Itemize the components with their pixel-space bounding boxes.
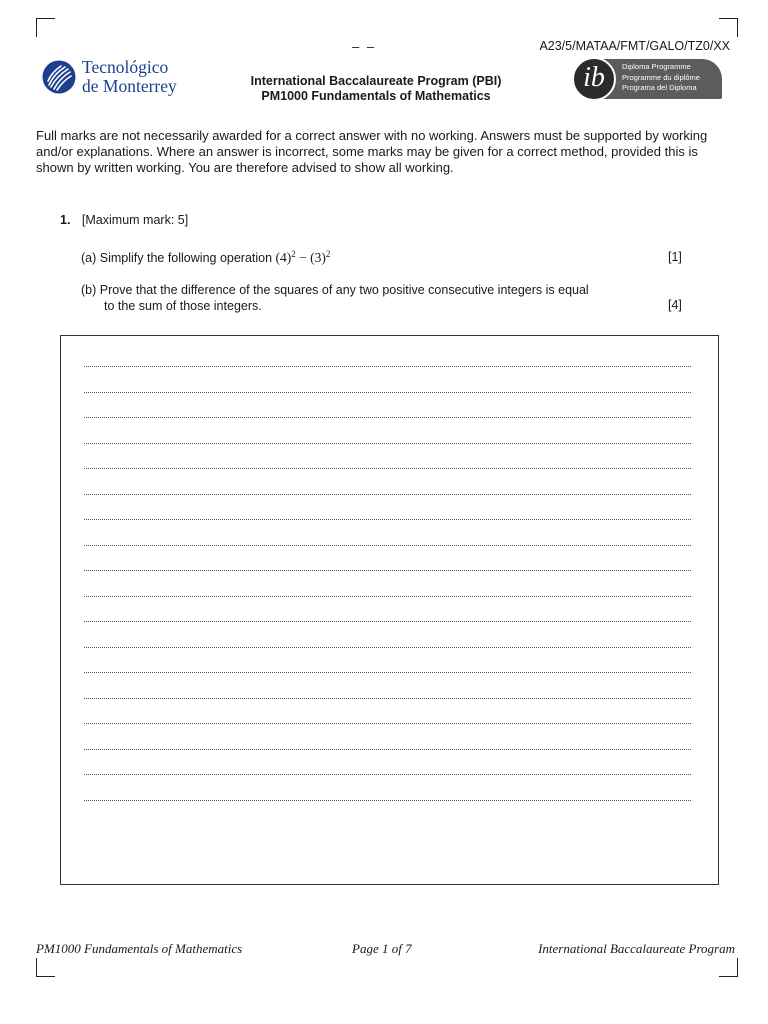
tec-emblem-icon — [42, 60, 76, 94]
crop-mark-bottom-right — [719, 958, 738, 977]
answer-line — [84, 519, 691, 520]
program-title — [200, 74, 552, 104]
footer-page-prefix: Page — [352, 941, 382, 956]
answer-line — [84, 366, 691, 367]
footer-page-sep: of — [388, 941, 406, 956]
crop-mark-bottom-left — [36, 958, 55, 977]
answer-line — [84, 672, 691, 673]
answer-line — [84, 468, 691, 469]
part-a-exponent1: 2 — [291, 249, 296, 259]
footer-page-number — [352, 941, 412, 957]
answer-line — [84, 417, 691, 418]
question-header — [60, 213, 188, 227]
ib-logo-line2: Programme du diplôme — [622, 72, 700, 82]
answer-line — [84, 749, 691, 750]
answer-line — [84, 723, 691, 724]
ib-diploma-logo — [570, 57, 728, 101]
answer-line — [84, 698, 691, 699]
course-name: PM1000 Fundamentals of Mathematics — [261, 89, 491, 103]
answer-line — [84, 392, 691, 393]
footer-page-current: 1 — [381, 941, 389, 956]
answer-line — [84, 570, 691, 571]
ib-logo-line1: Diploma Programme — [622, 62, 691, 71]
crop-mark-top-right — [719, 18, 738, 37]
tec-logo-line2: de Monterrey — [82, 76, 177, 96]
part-a-base2: (3) — [310, 250, 326, 265]
answer-box[interactable] — [60, 335, 719, 885]
footer-page-total: 7 — [405, 941, 412, 956]
exam-instructions: Full marks are not necessarily awarded for a correct answer with no working. Answers must be supported by working and/or explanations. Where an answer is incorrect, some marks may be given for a correct method, provided this is shown by written working. You are therefore advised to show all working. — [36, 128, 708, 175]
answer-line — [84, 545, 691, 546]
ib-logo-text — [622, 62, 700, 94]
tec-logo-line1: Tecnológico — [82, 57, 169, 77]
exam-code: A23/5/MATAA/FMT/GALO/TZ0/XX — [539, 39, 730, 53]
question-part-b — [81, 282, 641, 314]
answer-line — [84, 596, 691, 597]
part-a-base1: (4) — [275, 250, 292, 265]
question-number: 1. — [60, 213, 71, 227]
answer-line — [84, 774, 691, 775]
part-b-marks: [4] — [668, 298, 682, 312]
question-max-mark: [Maximum mark: 5] — [81, 213, 189, 227]
question-part-a — [81, 250, 641, 266]
answer-line — [84, 621, 691, 622]
tec-logo-text — [82, 58, 177, 96]
part-a-minus: − — [295, 250, 311, 265]
ib-logo-line3: Programa del Diploma — [622, 83, 697, 92]
footer-course: PM1000 Fundamentals of Mathematics — [36, 941, 243, 956]
answer-line — [84, 443, 691, 444]
part-a-exponent2: 2 — [325, 249, 331, 259]
part-b-line2: to the sum of those integers. — [104, 299, 262, 313]
ib-emblem-icon: ib — [572, 57, 616, 101]
part-a-marks: [1] — [668, 250, 682, 264]
part-b-line1: (b) Prove that the difference of the squares of any two positive consecutive integers is equal — [81, 283, 589, 297]
answer-line — [84, 494, 691, 495]
header-dashes: – – — [352, 39, 377, 54]
program-name: International Baccalaureate Program (PBI) — [250, 74, 502, 88]
footer-program: International Baccalaureate Program — [538, 941, 735, 956]
crop-mark-top-left — [36, 18, 55, 37]
answer-line — [84, 800, 691, 801]
part-a-expression — [276, 250, 331, 265]
tec-monterrey-logo — [42, 58, 177, 96]
answer-line — [84, 647, 691, 648]
part-a-text: (a) Simplify the following operation — [81, 251, 276, 265]
